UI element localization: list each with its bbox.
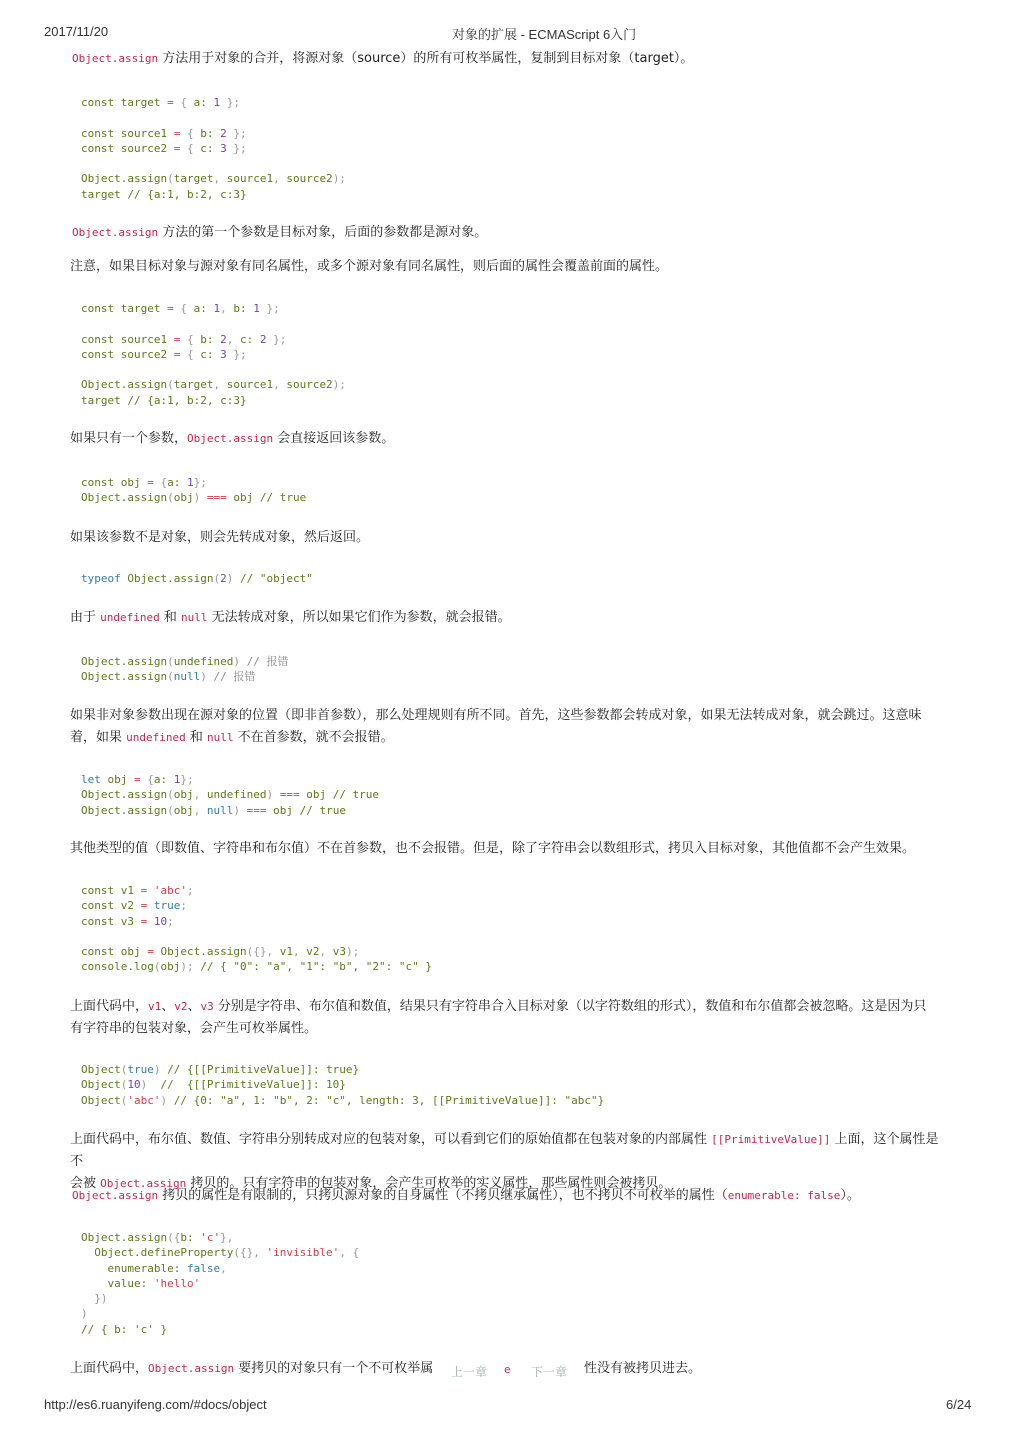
inline-code: Object.assign xyxy=(187,432,274,445)
paragraph-3: 注意，如果目标对象与源对象有同名属性，或多个源对象有同名属性，则后面的属性会覆盖前面的属性。 xyxy=(70,259,669,274)
code-block-1: const target = { a: 1 }; const source1 = { b: 2 }; const source2 = { c: 3 }; Object.assign(target, source1, source2); target // {a:1, b:2, c:3} xyxy=(81,96,346,201)
code-block-3: const obj = {a: 1}; Object.assign(obj) === obj // true xyxy=(81,476,307,505)
paragraph-text: ）。 xyxy=(840,1188,860,1203)
inline-code: v3 xyxy=(200,1000,214,1013)
inline-code: null xyxy=(181,611,208,624)
paragraph-text: 和 xyxy=(159,610,182,625)
paragraph-text: 拷贝的属性是有限制的，只拷贝源对象的自身属性（不拷贝继承属性），也不拷贝不可枚举的属性（ xyxy=(158,1188,728,1203)
paragraph-text: 会直接返回该参数。 xyxy=(273,431,395,446)
paragraph-text: 上面代码中，布尔值、数值、字符串分别转成对应的包装对象，可以看到它们的原始值都在包装对象的内部属性 xyxy=(70,1132,712,1147)
paragraph-text: 要拷贝的对象只有一个不可枚举属 xyxy=(234,1361,434,1376)
paragraph-4 xyxy=(70,428,948,450)
paragraph-text: 、 xyxy=(187,999,201,1014)
code-block-4: typeof Object.assign(2) // "object" xyxy=(81,572,313,585)
paragraph-6 xyxy=(70,607,948,629)
paragraph-text: 由于 xyxy=(70,610,101,625)
paragraph-12-tail: 性没有被拷贝进去。 xyxy=(584,1358,701,1380)
paragraph-line: 如果非对象参数出现在源对象的位置（即非首参数），那么处理规则有所不同。首先，这些参数都会转成对象，如果无法转成对象，就会跳过。这意味 xyxy=(70,708,922,723)
print-date: 2017/11/20 xyxy=(44,24,109,39)
inline-code: [[PrimitiveValue]] xyxy=(711,1133,831,1146)
code-block-8: Object(true) // {[[PrimitiveValue]]: true} Object(10) // {[[PrimitiveValue]]: 10} Object('abc') // {0: "a", 1: "b", 2: "c", length: 3, [[PrimitiveValue]]: "abc"} xyxy=(81,1063,605,1107)
paragraph-8: 其他类型的值（即数值、字符串和布尔值）不在首参数，也不会报错。但是，除了字符串会以数组形式，拷贝入目标对象，其他值都不会产生效果。 xyxy=(70,841,916,856)
paragraph-line xyxy=(70,727,948,749)
paragraph-text: 和 xyxy=(185,730,208,745)
inline-code: undefined xyxy=(126,731,186,744)
inline-code: v1 xyxy=(148,1000,162,1013)
paragraph-text: 拷贝的。只有字符串的包装对象，会产生可枚举的实义属性，那些属性则会被拷贝。 xyxy=(186,1176,672,1191)
inline-code: undefined xyxy=(100,611,160,624)
pager-separator: e xyxy=(504,1363,511,1376)
paragraph-9 xyxy=(70,996,948,1040)
paragraph-text: 着，如果 xyxy=(70,730,127,745)
inline-code: enumerable: false xyxy=(727,1189,841,1202)
print-url: http://es6.ruanyifeng.com/#docs/object xyxy=(44,1397,267,1412)
paragraph-text: 分别是字符串、布尔值和数值，结果只有字符串合入目标对象（以字符数组的形式），数值和布尔值都会被忽略。这是因为只 xyxy=(213,999,927,1014)
paragraph-11 xyxy=(72,1185,950,1207)
paragraph-5: 如果该参数不是对象，则会先转成对象，然后返回。 xyxy=(70,530,370,545)
code-block-2: const target = { a: 1, b: 1 }; const source1 = { b: 2, c: 2 }; const source2 = { c: 3 }; Object.assign(target, source1, source2); target // {a:1, b:2, c:3} xyxy=(81,302,346,407)
paragraph-text: 上面代码中， xyxy=(70,1361,149,1376)
paragraph-text: 无法转成对象，所以如果它们作为参数，就会报错。 xyxy=(207,610,511,625)
code-block-9: Object.assign({b: 'c'}, Object.defineProperty({}, 'invisible', { enumerable: false, value: 'hello' }) ) // { b: 'c' } xyxy=(81,1231,360,1336)
next-chapter-link[interactable]: 下一章 xyxy=(531,1365,568,1379)
paragraph-text: 方法的第一个参数是目标对象，后面的参数都是源对象。 xyxy=(158,225,488,240)
inline-code: null xyxy=(207,731,234,744)
inline-code: Object.assign xyxy=(72,52,159,65)
paragraph-text: 如果只有一个参数， xyxy=(70,431,188,446)
prev-chapter-link[interactable]: 上一章 xyxy=(451,1365,488,1379)
inline-code: Object.assign xyxy=(148,1362,235,1375)
paragraph-text: 会被 xyxy=(70,1176,101,1191)
code-block-5: Object.assign(undefined) // 报错 Object.assign(null) // 报错 xyxy=(81,655,289,684)
print-title: 对象的扩展 - ECMAScript 6入门 xyxy=(452,27,637,42)
paragraph-text: 、 xyxy=(161,999,175,1014)
paragraph-text: 上面，这个属性是不 xyxy=(70,1132,939,1169)
paragraph-1 xyxy=(72,48,950,70)
code-block-6: let obj = {a: 1}; Object.assign(obj, undefined) === obj // true Object.assign(obj, null) === obj // true xyxy=(81,773,380,817)
paragraph-text: 方法用于对象的合并，将源对象（source）的所有可枚举属性，复制到目标对象（target）。 xyxy=(158,51,694,66)
paragraph-text: 不在首参数，就不会报错。 xyxy=(233,730,394,745)
paragraph-line xyxy=(70,996,948,1018)
code-block-7: const v1 = 'abc'; const v2 = true; const v3 = 10; const obj = Object.assign({}, v1, v2, v3); console.log(obj); // { "0": "a", "1": "b", "2": "c" } xyxy=(81,884,433,974)
paragraph-line xyxy=(70,1129,948,1173)
inline-code: v2 xyxy=(174,1000,188,1013)
inline-code: Object.assign xyxy=(100,1177,187,1190)
paragraph-2 xyxy=(72,222,950,244)
page-number: 6/24 xyxy=(946,1397,972,1412)
paragraph-line: 有字符串的包装对象，会产生可枚举属性。 xyxy=(70,1021,318,1036)
paragraph-text: 上面代码中， xyxy=(70,999,149,1014)
inline-code: Object.assign xyxy=(72,226,159,239)
paragraph-7 xyxy=(70,705,948,749)
inline-code: Object.assign xyxy=(72,1189,159,1202)
